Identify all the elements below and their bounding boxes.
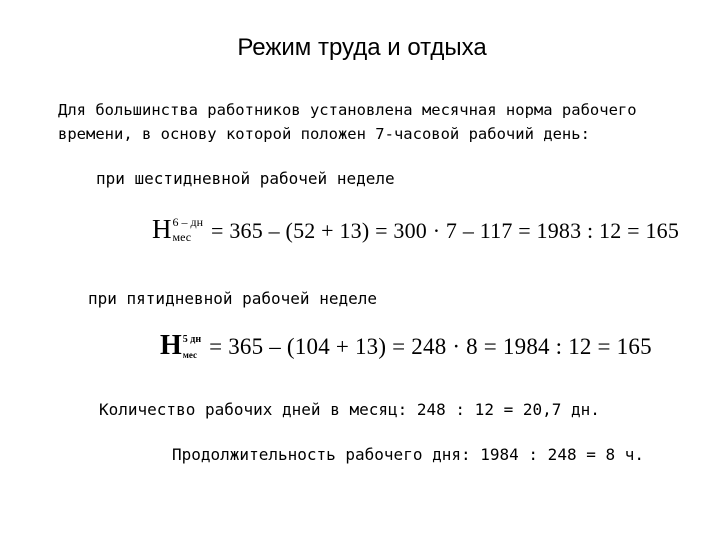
work-day-length: Продолжительность рабочего дня: 1984 : 248 = 8 ч. — [172, 445, 645, 464]
norm-indices — [173, 216, 204, 243]
five-day-formula — [160, 332, 652, 372]
six-day-formula — [152, 216, 679, 255]
norm-indices — [183, 335, 201, 360]
norm-symbol: Н — [160, 330, 182, 361]
intro-paragraph — [58, 98, 637, 146]
norm-superscript: 6 – дн — [172, 215, 204, 229]
six-day-week-label: при шестидневной рабочей неделе — [96, 169, 395, 188]
intro-line-2: времени, в основу которой положен 7-часовой рабочий день: — [58, 125, 590, 143]
five-day-week-label: при пятидневной рабочей неделе — [88, 289, 377, 308]
formula-expression: = 365 – (104 + 13) = 248 · 8 = 1984 : 12 = 165 — [209, 334, 652, 359]
formula-expression: = 365 – (52 + 13) = 300 · 7 – 117 = 1983 : 12 = 165 — [211, 218, 680, 243]
norm-subscript: мес — [172, 230, 192, 244]
intro-line-1: Для большинства работников установлена месячная норма рабочего — [58, 101, 637, 119]
norm-symbol: Н — [152, 214, 172, 244]
page-title: Режим труда и отдыха — [237, 34, 487, 61]
norm-subscript: мес — [182, 350, 198, 360]
work-days-per-month: Количество рабочих дней в месяц: 248 : 12 = 20,7 дн. — [99, 400, 600, 419]
norm-superscript: 5 дн — [182, 334, 202, 345]
